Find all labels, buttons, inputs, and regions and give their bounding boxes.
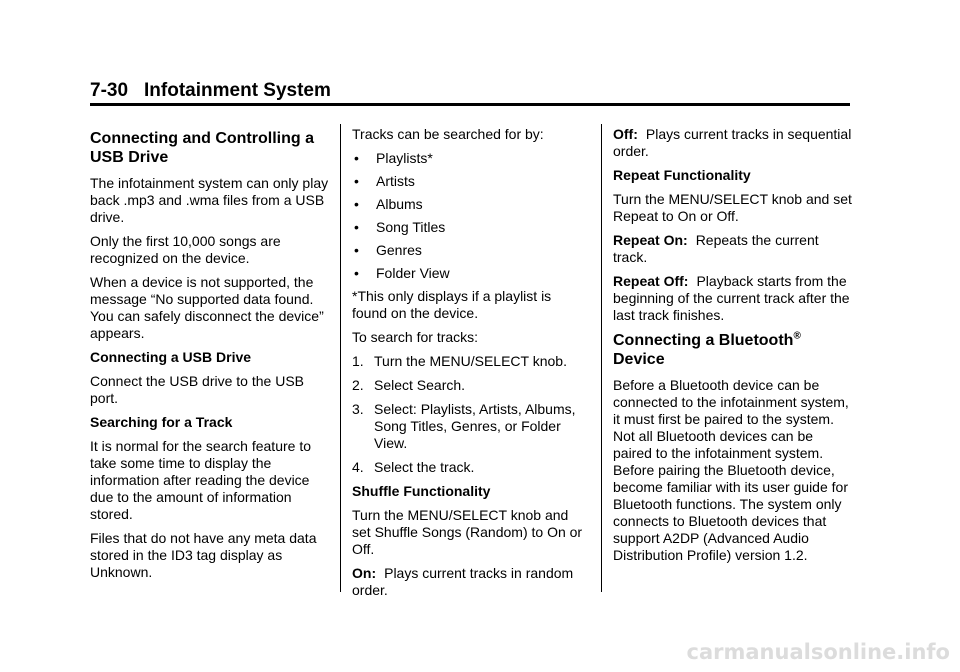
column-divider	[340, 124, 341, 592]
step-number: 3.	[352, 401, 364, 417]
paragraph: It is normal for the search feature to take some time to display the information after reading the device due to the amount of information stored.	[90, 438, 311, 522]
term-label: Off:	[613, 126, 638, 142]
paragraph: When a device is not supported, the message “No supported data found. You can safely disconnect the device” appears.	[90, 274, 324, 341]
column-divider	[601, 124, 602, 592]
column-1	[90, 126, 330, 588]
step-item	[352, 353, 590, 370]
term-label: On:	[352, 565, 377, 581]
bullet-icon: •	[354, 219, 359, 235]
bullet-icon: •	[354, 265, 359, 281]
step-item	[352, 377, 590, 394]
list-item	[352, 173, 590, 190]
section-title: Infotainment System	[144, 80, 331, 101]
usb-heading: Connecting and Controlling a USB Drive	[90, 130, 314, 166]
list-item	[352, 265, 590, 282]
definition-repeat-on	[613, 232, 853, 266]
bullet-icon: •	[354, 242, 359, 258]
term-text: Plays current tracks in sequential order.	[613, 126, 852, 159]
bluetooth-heading-text: Connecting a Bluetooth	[613, 332, 794, 349]
step-item	[352, 401, 590, 452]
list-item	[352, 242, 590, 259]
step-item	[352, 459, 590, 476]
paragraph: Turn the MENU/SELECT knob and set Repeat to On or Off.	[613, 191, 852, 224]
header-rule	[90, 103, 850, 106]
term-label: Repeat On:	[613, 232, 688, 248]
bluetooth-heading	[613, 331, 853, 369]
column-3	[613, 126, 853, 571]
list-item	[352, 150, 590, 167]
list-item-text: Song Titles	[376, 219, 446, 235]
definition-on	[352, 565, 590, 599]
step-text: Turn the MENU/SELECT knob.	[374, 353, 567, 369]
step-number: 2.	[352, 377, 364, 393]
term-label: Repeat Off:	[613, 273, 689, 289]
paragraph: Tracks can be searched for by:	[352, 126, 544, 142]
list-item-text: Folder View	[376, 265, 450, 281]
paragraph: Connect the USB drive to the USB port.	[90, 373, 304, 406]
paragraph: Only the first 10,000 songs are recognized on the device.	[90, 233, 281, 266]
page-header	[90, 80, 331, 102]
column-2	[352, 126, 590, 606]
bullet-icon: •	[354, 150, 359, 166]
subheading-searching: Searching for a Track	[90, 414, 233, 430]
paragraph: Before a Bluetooth device can be connected to the infotainment system, it must first be paired to the system. Not all Bluetooth devices can be paired to the infotainment system. Before pairing the Bluetooth device, become familiar with its user guide for Bluetooth functions. The system only connects to Bluetooth devices that support A2DP (Advanced Audio Distribution Profile) version 1.2.	[613, 377, 849, 563]
list-item-text: Playlists*	[376, 150, 433, 166]
subheading-repeat: Repeat Functionality	[613, 167, 751, 183]
page-number: 7-30	[90, 80, 129, 101]
paragraph: Files that do not have any meta data stored in the ID3 tag display as Unknown.	[90, 530, 317, 580]
list-item-text: Genres	[376, 242, 422, 258]
watermark: carmanualsonline.info	[686, 640, 950, 664]
registered-mark: ®	[793, 330, 801, 342]
step-number: 4.	[352, 459, 364, 475]
footnote: *This only displays if a playlist is found on the device.	[352, 288, 552, 321]
bullet-icon: •	[354, 196, 359, 212]
paragraph: The infotainment system can only play back .mp3 and .wma files from a USB drive.	[90, 175, 329, 225]
list-item	[352, 219, 590, 236]
subheading-shuffle: Shuffle Functionality	[352, 483, 491, 499]
term-text: Repeats the current track.	[613, 232, 819, 265]
paragraph: Turn the MENU/SELECT knob and set Shuffle Songs (Random) to On or Off.	[352, 507, 583, 557]
step-text: Select the track.	[374, 459, 475, 475]
subheading-connecting-usb: Connecting a USB Drive	[90, 349, 252, 365]
definition-repeat-off	[613, 273, 853, 324]
paragraph: To search for tracks:	[352, 329, 479, 345]
definition-off	[613, 126, 853, 160]
step-text: Select Search.	[374, 377, 466, 393]
list-item	[352, 196, 590, 213]
list-item-text: Albums	[376, 196, 423, 212]
term-text: Plays current tracks in random order.	[352, 565, 574, 598]
term-text: Playback starts from the beginning of the current track after the last track finishes.	[613, 273, 850, 323]
bluetooth-heading-text-2: Device	[613, 351, 665, 368]
bullet-icon: •	[354, 173, 359, 189]
step-number: 1.	[352, 353, 364, 369]
step-text: Select: Playlists, Artists, Albums, Song Titles, Genres, or Folder View.	[374, 401, 576, 451]
list-item-text: Artists	[376, 173, 415, 189]
